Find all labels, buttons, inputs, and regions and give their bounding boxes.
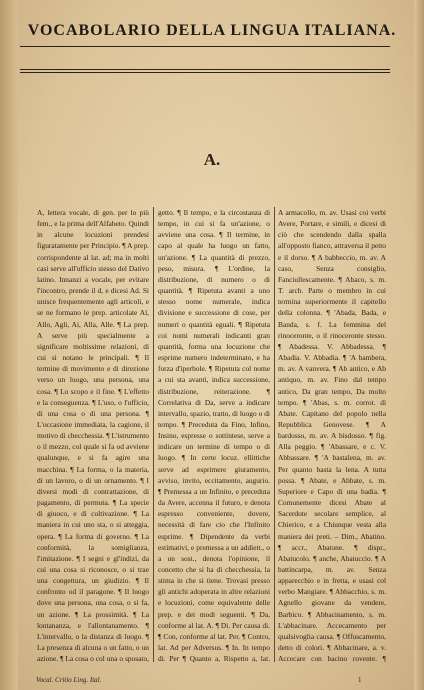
column-2-text: getto. ¶ Il tempo, e la circostanza di tempo, in cui si fa un'azione, o avviene una cosa. ¶ Il termine, in capo al quale ha luogo un fatto, un'azione. ¶ La quantità di prezzo, peso, misura. ¶ L'ordine, la distribuzione, di numero o di quantità. ¶ Ripetuta avanti a uno stesso nome numerale, indica divisione e successione di cose, per numeri o quantità eguali. ¶ Ripetuta coi nomi numerali indicanti gran quantità, forma una locuzione che esprime numero indeterminato, e ha forza d'iperbole. ¶ Ripetuta col nome a cui sta avanti, indica successione, distribuzione, reiterazione. ¶ Correlativa di Da, serve a indicare intervallo, spazio, tratto, di luogo o di tempo. ¶ Preceduta da Fino, Infino, Insino, espresse o sottintese, serve a indicare un termine di tempo o di luogo. ¶ In certe locuz. ellittiche serve ad esprimere giuramento, avviso, invito, eccitamento, augurio. ¶ Premessa a un Infinito, e preceduta da Avere, accenna il futuro, e denota espresso conveniente, dovere, necessità di fare cio che l'Infinito esprime. ¶ Dipendente da verbi estimativi, e premessa a un addiett., o a un sost., denota l'opinione, il concetto che si ha di checchessia, la stima in che si tiene. Trovasi presso gli antichi adoperata in altre relazioni e locuzioni, come equivalente delle prep. e dei modi seguenti. ¶ Da, conforme al lat. A. ¶ Di. Per causa di. ¶ Con, conforme al lat. Per. ¶ Contro, lat. Ad per Adversus. ¶ In. In tempo di. Per ¶ Quanto a, Rispetto a, lat. <box>158 208 270 664</box>
page-number: 1 <box>358 676 362 684</box>
column-divider-2 <box>274 207 275 662</box>
footer-signature: Vocal. Critio Ling. Ital. <box>36 676 102 684</box>
header-rule <box>20 69 390 70</box>
text-column-3 <box>278 207 386 667</box>
page-left-edge <box>0 0 18 690</box>
section-letter-heading: A. <box>203 150 221 169</box>
column-1-text: A, lettera vocale, di gen. per lo più fem., e la prima dell'Alfabeto. Quindi in alcune locuzioni prendesi figuratamente per Principio. ¶ A prep. corrispondente al lat. ad; ma in molti casi serve all'ufficio stesso del Dativo latino. Innanzi a vocale, per evitare l'incontro, prende il d, e dicesi Ad. Si unisce frequentemente agli articoli, e se ne formano le prep. articolate Al, Allo, Agli, Ai, Alla, Alle. ¶ La prep. A serve più specialmente a significare moltissime relazioni, di cui si notano le principali. ¶ Il termine di movimento e di direzione verso un luogo, una persona, una cosa. ¶ Lo scopo e il fine. ¶ L'effetto e la conseguenza. ¶ L'uso, o l'ufficio, di una cosa o di una persona. ¶ L'occasione immediata, la cagione, il motivo di checchessia. ¶ L'istrumento o il mezzo, col quale si fa od avviene qualunque, e si fa agire una macchina. ¶ La forma, o la materia, di un lavoro, o di un ornamento. ¶ I diversi modi di contrattazione, di pagamento, di permuta. ¶ La specie di giuoco, e di coltivazione. ¶ La maniera in cui uno sta, o si atteggia, opera. ¶ La forma di governo. ¶ La conformità, la somiglianza, l'imitazione. ¶ I segni e gl'indizi, da cui una cosa si riconosce, o si trae una congettura, un giudizio. ¶ Il confronto od il paragone. ¶ Il luogo dove una persona, una cosa, o si fa, un azione. ¶ La prossimità. ¶ La lontananza, e l'allontanamento. ¶ L'intervallo, o la distanza di luogo. ¶ La presenza di alcuna o un fatto, o un azione. ¶ La cosa o col una o sposato, <box>37 208 149 664</box>
running-header-title: VOCABOLARIO DELLA LINGUA ITALIANA. <box>27 22 397 39</box>
page-right-edge <box>414 0 424 690</box>
column-divider-1 <box>153 207 154 662</box>
header-rule-top <box>20 46 390 47</box>
text-column-1 <box>37 207 149 667</box>
text-column-2 <box>158 207 270 667</box>
header-rule-thin <box>20 72 390 73</box>
column-3-text: A armacollo, m. av. Usasi coi verbi Avere, Portare, e simili, e dicesi di ciò che scendendo dalla spalla all'opposto fianco, attraversa il petto e il dorso. ¶ A babbeccio, m. av. A caso, Senza consiglio, Fanciullescamente. ¶ Abaco, s. m. T. arch. Parte o membro in cui termina superiormente il capitello della colonna. ¶ 'Abada, Bada, e Banda, s. f. La femmina del rinoceronte, o il rinoceronte stesso. ¶ Abadessa. V. Abbadessa. ¶ Abadia. V. Abbadia. ¶ 'A bambera, m. av. A vanvera. ¶ Ab antico, e Ab antiquo, m. av. Fino dal tempo antico, Da gran tempo, Da molto tempo. ¶ 'Abas, s. m. corrot. di Abate. Capitano del popolo nella Repubblica Genovese. ¶ A bardosso, m. av. A bisdosso. ¶ fig. Alla peggio. ¶ 'Abassare, e c. V. Abbassare. ¶ 'A bastalena, m. av. Per quanto basta la lena. A tutta possa. ¶ Abate, e Abbate, s. m. Superiore e Capo di una badia. ¶ Comunemente dicesi Abate al Sacerdote secolare semplice, al Chierico, e a Chiunque vesta alla maniera dei preti. – Dim., Abatino. ¶ accr., Abatone. ¶ dispr., Abatucolo. ¶ anche, Abatuccio. ¶ A battincarpa, m. av. Senza apparecchio e in fretta, e usasi col verbo Mangiare. ¶ Abbacchio, s. m. Agnello giovane da vendere, Barbico. ¶ Abbacinamento, s. m. L'abbacinare. Accecamento per qualsivoglia causa. ¶ Offuscamento, detto di colori. ¶ Abbacinare, a. v. Accecare con bacino rovente. ¶ <box>278 208 386 664</box>
